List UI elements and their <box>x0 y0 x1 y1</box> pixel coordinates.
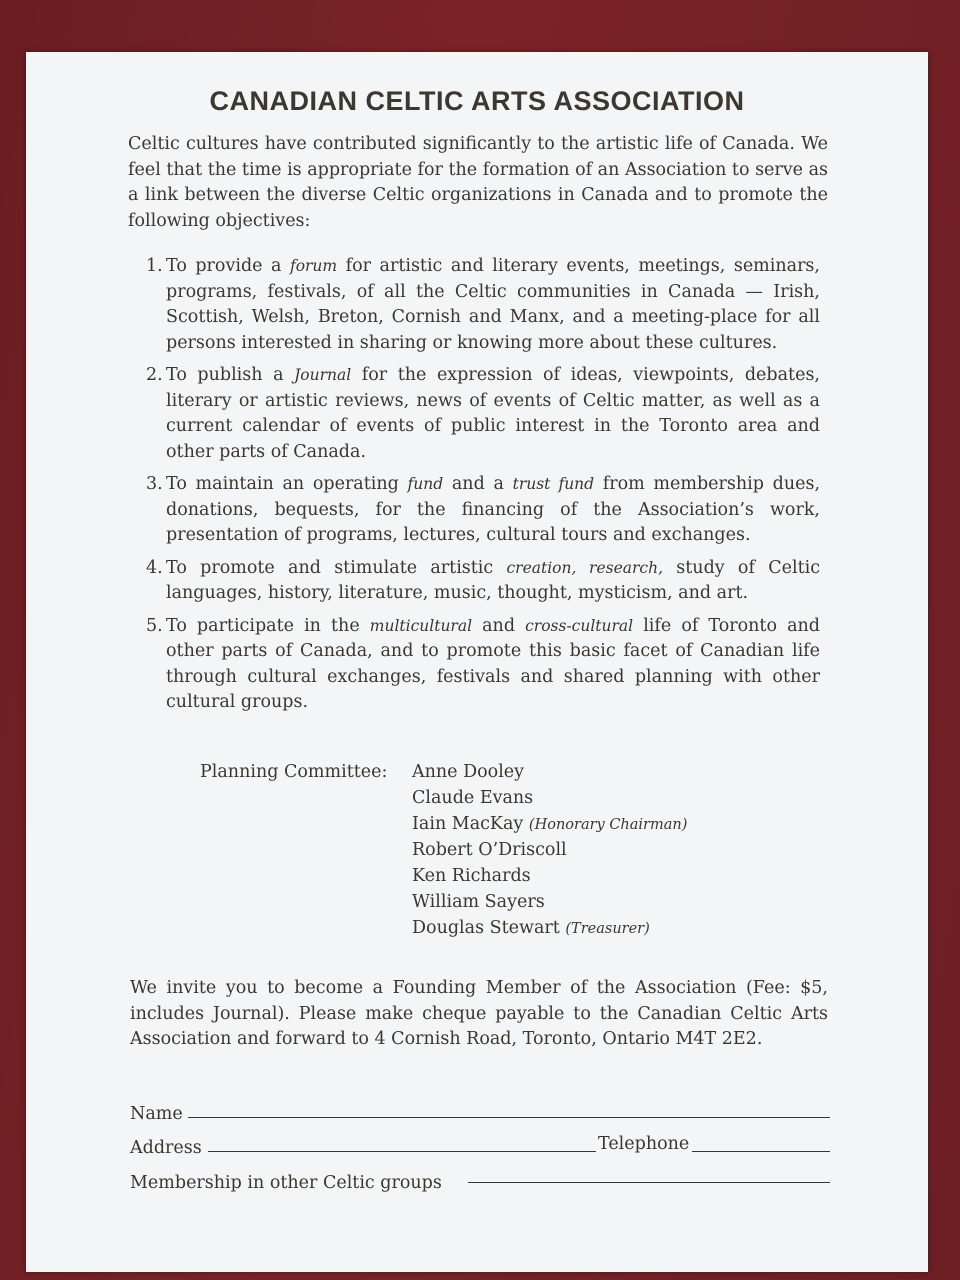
telephone-label: Telephone <box>598 1134 690 1154</box>
objective-text: To provide a <box>166 256 290 276</box>
committee-member <box>412 812 687 839</box>
address-field-row <box>130 1132 830 1158</box>
member-name: Robert O’Driscoll <box>412 840 567 861</box>
membership-field-row <box>130 1167 830 1193</box>
objective-item <box>146 614 820 716</box>
intro-paragraph: Celtic cultures have contributed significantly to the artistic life of Canada. We feel that the time is appropriate for the formation of an Association to serve as a link between the diverse Celtic organizations in Canada and to promote the following objectives: <box>128 134 828 231</box>
objective-emphasis: trust fund <box>512 475 595 493</box>
committee-member <box>412 864 687 890</box>
committee-member <box>412 760 687 786</box>
committee-label: Planning Committee: <box>200 762 388 782</box>
objective-item <box>146 472 820 549</box>
objective-text: To publish a <box>166 365 295 385</box>
objective-text: To promote and stimulate artistic <box>166 557 507 578</box>
objective-text: To maintain an operating <box>166 474 408 494</box>
committee-members <box>412 760 687 943</box>
member-role: (Honorary Chairman) <box>528 816 688 833</box>
member-role: (Treasurer) <box>565 920 650 937</box>
member-name: Anne Dooley <box>412 762 525 782</box>
objective-emphasis: Journal <box>294 366 352 384</box>
objective-emphasis: creation, research, <box>506 558 664 577</box>
objective-item <box>146 363 820 465</box>
objective-text: study of Celtic languages, history, literature, music, thought, mysticism, and art. <box>166 557 820 603</box>
objectives-list <box>146 254 820 723</box>
objective-text: for the expression of ideas, viewpoints, debates, literary or artistic reviews, news of events of Celtic matter, as well as a current calendar of events of public interest in the Toronto area and other parts of Canada. <box>166 365 820 462</box>
membership-label: Membership in other Celtic groups <box>130 1173 442 1193</box>
name-field-row <box>130 1098 830 1124</box>
objective-number: 4. <box>146 557 163 578</box>
member-name: Douglas Stewart <box>412 917 560 938</box>
membership-blank-line[interactable] <box>468 1182 830 1183</box>
telephone-blank-line[interactable] <box>692 1151 830 1152</box>
objective-emphasis: fund <box>407 475 444 493</box>
document-title: CANADIAN CELTIC ARTS ASSOCIATION <box>209 86 745 116</box>
objective-item <box>146 254 820 356</box>
objective-text: life of Toronto and other parts of Canada, and to promote this basic facet of Canadian life through cultural exchanges, festivals and shared planning with other cultural groups. <box>166 615 820 712</box>
objective-text: and a <box>443 474 513 494</box>
objective-number: 3. <box>146 474 163 494</box>
objective-emphasis: cross-cultural <box>525 616 634 635</box>
address-blank-line[interactable] <box>208 1151 596 1152</box>
objective-emphasis: multicultural <box>369 616 473 635</box>
committee-member <box>412 890 687 916</box>
member-name: William Sayers <box>412 891 545 912</box>
invitation-paragraph: We invite you to become a Founding Member of the Association (Fee: $5, includes Journal). Please make cheque payable to the Canadian Celtic Arts Association and forward to 4 Cornish Road, Toronto, Ontario M4T 2E2. <box>130 978 828 1049</box>
name-blank-line[interactable] <box>188 1117 830 1118</box>
member-name: Claude Evans <box>412 787 534 808</box>
objective-item <box>146 556 820 607</box>
committee-member <box>412 786 687 812</box>
objective-text: for artistic and literary events, meetings, seminars, programs, festivals, of all the Celtic communities in Canada — Irish, Scottish, Welsh, Breton, Cornish and Manx, and a meeting-place for all persons interested in sharing or knowing more about these cultures. <box>166 256 820 353</box>
objective-text: and <box>472 615 526 636</box>
objective-emphasis: forum <box>289 257 338 275</box>
objective-number: 5. <box>146 615 163 636</box>
name-label: Name <box>130 1104 183 1124</box>
member-name: Ken Richards <box>412 866 531 887</box>
address-label: Address <box>130 1138 202 1158</box>
objective-number: 1. <box>146 256 163 276</box>
member-name: Iain MacKay <box>412 813 524 834</box>
committee-member <box>412 838 687 864</box>
committee-member <box>412 916 687 943</box>
objective-number: 2. <box>146 365 163 385</box>
flyer-page <box>26 52 928 1272</box>
objective-text: from membership dues, donations, bequests, for the financing of the Association’s work, presentation of programs, lectures, cultural tours and exchanges. <box>166 474 821 545</box>
objective-text: To participate in the <box>166 615 370 636</box>
